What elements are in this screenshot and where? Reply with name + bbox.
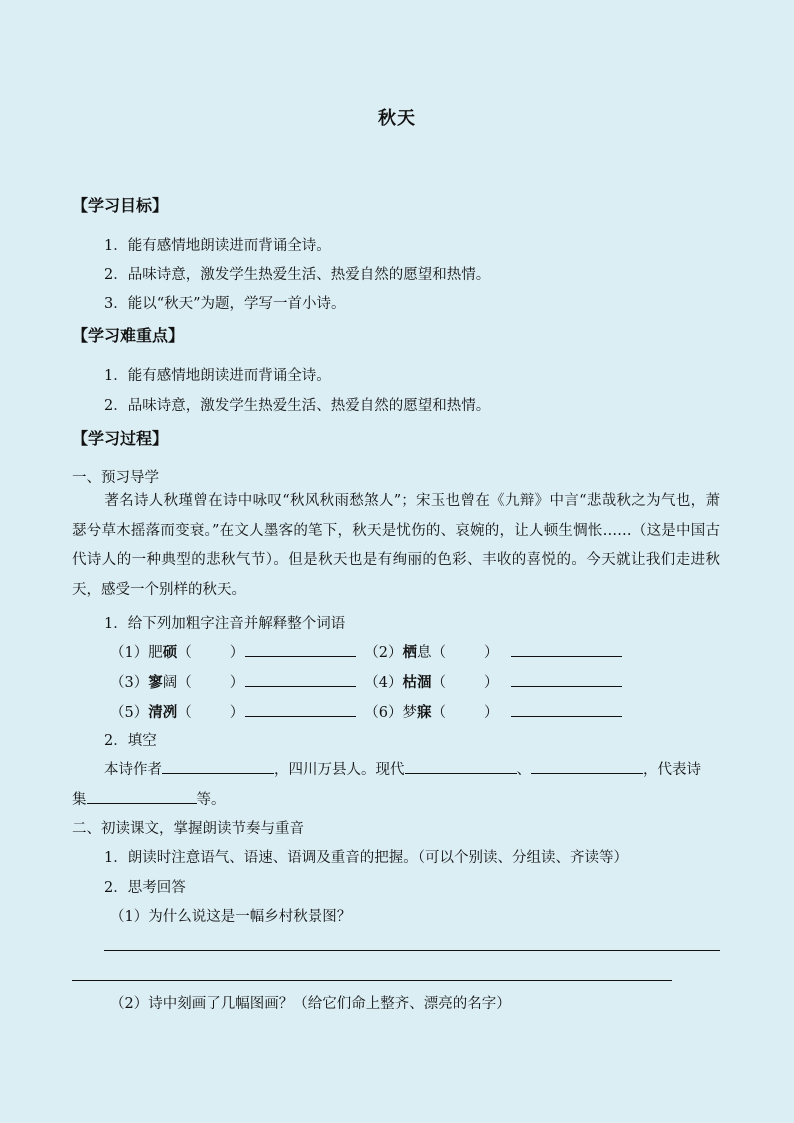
question-2: 2．填空 xyxy=(104,733,157,749)
paren-close: ） xyxy=(229,645,245,661)
answer-blank[interactable] xyxy=(245,702,356,717)
paren-open: （ xyxy=(177,645,192,661)
page-title: 秋天 xyxy=(378,108,416,129)
preview-heading: 一、预习导学 xyxy=(72,470,159,486)
fill-line-2 xyxy=(72,788,226,809)
fill-text: 、 xyxy=(516,762,531,778)
fill-text: 等。 xyxy=(196,792,226,808)
answer-blank[interactable] xyxy=(245,642,356,657)
answer-blank[interactable] xyxy=(511,642,622,657)
vocab-plain: 梦 xyxy=(402,705,417,721)
paren-close: ） xyxy=(483,645,499,661)
vocab-row xyxy=(110,641,622,662)
paren-close: ） xyxy=(229,705,245,721)
paren-open: （ xyxy=(431,675,446,691)
intro-text: 著名诗人秋瑾曾在诗中咏叹“秋风秋雨愁煞人”；宋玉也曾在《九辩》中言“悲哉秋之为气也，萧瑟兮草木摇落而变衰。”在文人墨客的笔下，秋天是忧伤的、哀婉的，让人顿生惆怅……（这是中国古代诗人的一种典型的悲秋气节）。但是秋天也是有绚丽的色彩、丰收的喜悦的。今天就让我们走进秋天，感受一个别样的秋天。 xyxy=(72,493,720,598)
author-blank[interactable] xyxy=(162,759,274,774)
question-1: 1．给下列加粗字注音并解释整个词语 xyxy=(104,616,346,632)
reading-item-1: 1．朗读时注意语气、语速、语调及重音的把握。（可以个别读、分组读、齐读等） xyxy=(104,850,628,866)
fill-text: ，代表诗 xyxy=(643,762,701,778)
fill-text: ，四川万县人。现代 xyxy=(274,762,405,778)
paren-close: ） xyxy=(483,705,499,721)
vocab-after: 息 xyxy=(416,645,432,661)
vocab-row xyxy=(110,701,622,722)
vocab-bold: 硕 xyxy=(162,644,178,661)
goal-item-1: 1．能有感情地朗读进而背诵全诗。 xyxy=(104,238,331,254)
fill-text: 本诗作者 xyxy=(104,762,162,778)
vocab-row xyxy=(110,671,622,692)
goal-item-2: 2．品味诗意，激发学生热爱生活、热爱自然的愿望和热情。 xyxy=(104,267,491,283)
process-heading: 【学习过程】 xyxy=(72,429,169,448)
vocab-number: （4） xyxy=(364,675,403,691)
answer-blank[interactable] xyxy=(245,672,356,687)
vocab-plain: 肥 xyxy=(148,645,163,661)
key-points-heading: 【学习难重点】 xyxy=(72,326,185,345)
answer-line[interactable] xyxy=(72,980,672,981)
goals-heading: 【学习目标】 xyxy=(72,196,169,215)
paren-close: ） xyxy=(229,675,245,691)
answer-blank[interactable] xyxy=(511,672,622,687)
vocab-number: （3） xyxy=(110,675,149,691)
vocab-bold: 枯涸 xyxy=(402,674,432,691)
paren-open: （ xyxy=(431,705,446,721)
vocab-number: （1） xyxy=(110,645,149,661)
paren-open: （ xyxy=(177,705,192,721)
reading-sub-question-2: （2）诗中刻画了几幅图画？（给它们命上整齐、漂亮的名字） xyxy=(110,996,511,1012)
paren-close: ） xyxy=(483,675,499,691)
vocab-number: （5） xyxy=(110,705,149,721)
vocab-bold: 清冽 xyxy=(148,704,178,721)
fill-line-1 xyxy=(104,758,701,779)
paren-open: （ xyxy=(177,675,192,691)
vocab-bold: 寐 xyxy=(416,704,432,721)
answer-line[interactable] xyxy=(104,950,720,951)
identity-blank-2[interactable] xyxy=(531,759,643,774)
vocab-number: （6） xyxy=(364,705,403,721)
intro-paragraph xyxy=(72,487,720,605)
collection-blank[interactable] xyxy=(87,789,197,804)
fill-text: 集 xyxy=(72,792,87,808)
reading-sub-question-1: （1）为什么说这是一幅乡村秋景图？ xyxy=(110,909,352,925)
key-point-2: 2．品味诗意，激发学生热爱生活、热爱自然的愿望和热情。 xyxy=(104,398,491,414)
vocab-bold: 栖 xyxy=(402,644,417,661)
paren-open: （ xyxy=(431,645,446,661)
vocab-after: 阔 xyxy=(162,675,178,691)
goal-item-3: 3．能以“秋天”为题，学写一首小诗。 xyxy=(104,296,346,312)
vocab-bold: 寥 xyxy=(148,674,163,691)
key-point-1: 1．能有感情地朗读进而背诵全诗。 xyxy=(104,368,331,384)
reading-item-2: 2．思考回答 xyxy=(104,880,186,896)
vocab-number: （2） xyxy=(364,645,403,661)
identity-blank[interactable] xyxy=(405,759,517,774)
reading-heading: 二、初读课文，掌握朗读节奏与重音 xyxy=(72,821,304,837)
answer-blank[interactable] xyxy=(511,702,622,717)
